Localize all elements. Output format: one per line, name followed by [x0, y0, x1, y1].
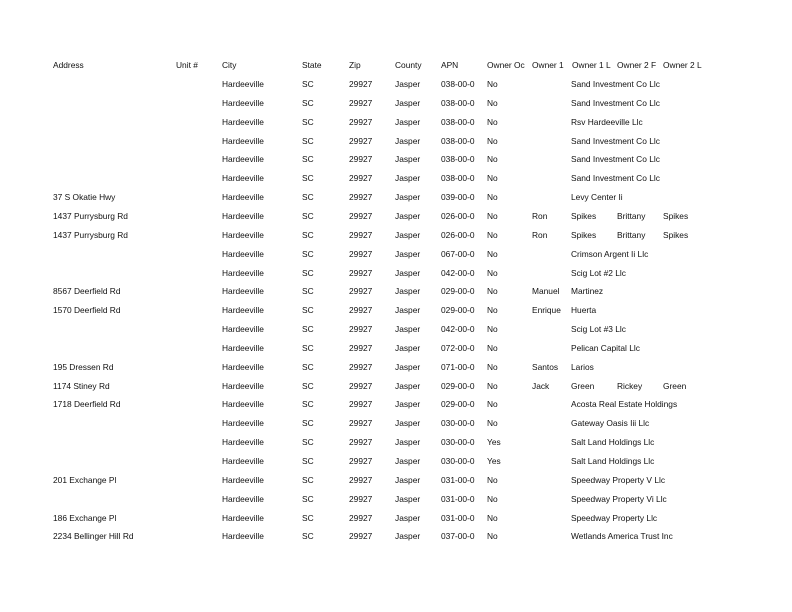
cell-owner-occupied: No: [487, 286, 498, 296]
cell-apn: 026-00-0: [441, 211, 475, 221]
cell-city: Hardeeville: [222, 531, 264, 541]
cell-address: 1718 Deerfield Rd: [53, 399, 121, 409]
cell-zip: 29927: [349, 343, 373, 353]
cell-owner-occupied: Yes: [487, 456, 501, 466]
cell-city: Hardeeville: [222, 381, 264, 391]
cell-owner-occupied: No: [487, 343, 498, 353]
cell-state: SC: [302, 437, 314, 447]
cell-owner-occupied: No: [487, 249, 498, 259]
cell-county: Jasper: [395, 192, 421, 202]
cell-zip: 29927: [349, 513, 373, 523]
cell-state: SC: [302, 173, 314, 183]
cell-zip: 29927: [349, 173, 373, 183]
cell-zip: 29927: [349, 211, 373, 221]
cell-owner-occupied: No: [487, 531, 498, 541]
cell-owner1-first: Jack: [532, 381, 550, 391]
cell-zip: 29927: [349, 456, 373, 466]
cell-owner1-last: Sand Investment Co Llc: [571, 79, 660, 89]
cell-city: Hardeeville: [222, 513, 264, 523]
cell-state: SC: [302, 343, 314, 353]
cell-county: Jasper: [395, 456, 421, 466]
cell-zip: 29927: [349, 324, 373, 334]
cell-owner2-first: Brittany: [617, 211, 646, 221]
cell-county: Jasper: [395, 173, 421, 183]
header-owner1-first: Owner 1: [532, 60, 564, 70]
cell-owner-occupied: No: [487, 211, 498, 221]
cell-owner-occupied: No: [487, 192, 498, 202]
cell-state: SC: [302, 475, 314, 485]
cell-owner2-last: Spikes: [663, 211, 689, 221]
header-zip: Zip: [349, 60, 361, 70]
cell-apn: 038-00-0: [441, 173, 475, 183]
cell-county: Jasper: [395, 79, 421, 89]
cell-city: Hardeeville: [222, 324, 264, 334]
cell-owner2-first: Brittany: [617, 230, 646, 240]
cell-owner1-first: Ron: [532, 211, 548, 221]
cell-zip: 29927: [349, 418, 373, 428]
cell-apn: 038-00-0: [441, 136, 475, 146]
cell-county: Jasper: [395, 494, 421, 504]
cell-owner1-last: Salt Land Holdings Llc: [571, 437, 655, 447]
cell-zip: 29927: [349, 154, 373, 164]
cell-address: 1174 Stiney Rd: [53, 381, 110, 391]
cell-zip: 29927: [349, 362, 373, 372]
cell-state: SC: [302, 211, 314, 221]
cell-city: Hardeeville: [222, 249, 264, 259]
cell-zip: 29927: [349, 249, 373, 259]
cell-city: Hardeeville: [222, 268, 264, 278]
cell-apn: 030-00-0: [441, 418, 475, 428]
cell-owner1-last: Sand Investment Co Llc: [571, 98, 660, 108]
cell-city: Hardeeville: [222, 343, 264, 353]
cell-apn: 031-00-0: [441, 475, 475, 485]
cell-apn: 067-00-0: [441, 249, 475, 259]
cell-state: SC: [302, 79, 314, 89]
cell-zip: 29927: [349, 230, 373, 240]
cell-zip: 29927: [349, 437, 373, 447]
cell-owner1-last: Levy Center Ii: [571, 192, 623, 202]
cell-county: Jasper: [395, 305, 421, 315]
header-address: Address: [53, 60, 84, 70]
cell-address: 186 Exchange Pl: [53, 513, 117, 523]
cell-apn: 030-00-0: [441, 437, 475, 447]
cell-zip: 29927: [349, 494, 373, 504]
cell-city: Hardeeville: [222, 173, 264, 183]
cell-owner1-first: Enrique: [532, 305, 561, 315]
cell-state: SC: [302, 305, 314, 315]
cell-owner-occupied: No: [487, 324, 498, 334]
cell-owner-occupied: No: [487, 136, 498, 146]
header-unit: Unit #: [176, 60, 198, 70]
cell-state: SC: [302, 531, 314, 541]
header-owner2-last: Owner 2 L: [663, 60, 702, 70]
cell-city: Hardeeville: [222, 305, 264, 315]
cell-state: SC: [302, 98, 314, 108]
cell-owner1-last: Green: [571, 381, 595, 391]
cell-zip: 29927: [349, 192, 373, 202]
cell-owner-occupied: No: [487, 513, 498, 523]
cell-owner1-last: Larios: [571, 362, 594, 372]
cell-apn: 042-00-0: [441, 324, 475, 334]
cell-apn: 026-00-0: [441, 230, 475, 240]
header-owner1-last: Owner 1 L: [572, 60, 611, 70]
cell-address: 201 Exchange Pl: [53, 475, 117, 485]
cell-owner1-last: Salt Land Holdings Llc: [571, 456, 655, 466]
cell-county: Jasper: [395, 324, 421, 334]
cell-apn: 042-00-0: [441, 268, 475, 278]
cell-owner-occupied: No: [487, 268, 498, 278]
cell-apn: 030-00-0: [441, 456, 475, 466]
cell-owner1-last: Sand Investment Co Llc: [571, 154, 660, 164]
cell-zip: 29927: [349, 399, 373, 409]
cell-owner-occupied: No: [487, 173, 498, 183]
cell-owner1-last: Speedway Property Vi Llc: [571, 494, 667, 504]
cell-state: SC: [302, 192, 314, 202]
cell-city: Hardeeville: [222, 117, 264, 127]
cell-county: Jasper: [395, 531, 421, 541]
cell-owner-occupied: No: [487, 418, 498, 428]
cell-county: Jasper: [395, 211, 421, 221]
cell-state: SC: [302, 399, 314, 409]
cell-owner2-last: Green: [663, 381, 687, 391]
cell-county: Jasper: [395, 437, 421, 447]
cell-owner1-last: Rsv Hardeeville Llc: [571, 117, 643, 127]
cell-zip: 29927: [349, 475, 373, 485]
cell-owner-occupied: No: [487, 117, 498, 127]
header-city: City: [222, 60, 237, 70]
cell-apn: 037-00-0: [441, 531, 475, 541]
cell-owner-occupied: No: [487, 154, 498, 164]
cell-zip: 29927: [349, 98, 373, 108]
cell-county: Jasper: [395, 136, 421, 146]
cell-address: 1570 Deerfield Rd: [53, 305, 121, 315]
cell-county: Jasper: [395, 418, 421, 428]
cell-zip: 29927: [349, 79, 373, 89]
cell-address: 37 S Okatie Hwy: [53, 192, 116, 202]
cell-city: Hardeeville: [222, 437, 264, 447]
cell-state: SC: [302, 456, 314, 466]
header-state: State: [302, 60, 322, 70]
cell-state: SC: [302, 154, 314, 164]
cell-owner-occupied: No: [487, 362, 498, 372]
cell-county: Jasper: [395, 381, 421, 391]
cell-zip: 29927: [349, 268, 373, 278]
cell-apn: 039-00-0: [441, 192, 475, 202]
cell-county: Jasper: [395, 249, 421, 259]
cell-state: SC: [302, 381, 314, 391]
cell-city: Hardeeville: [222, 362, 264, 372]
cell-state: SC: [302, 324, 314, 334]
cell-apn: 029-00-0: [441, 305, 475, 315]
cell-owner1-last: Speedway Property Llc: [571, 513, 658, 523]
cell-owner-occupied: No: [487, 230, 498, 240]
cell-apn: 038-00-0: [441, 154, 475, 164]
cell-county: Jasper: [395, 117, 421, 127]
cell-state: SC: [302, 117, 314, 127]
cell-owner-occupied: No: [487, 305, 498, 315]
cell-zip: 29927: [349, 136, 373, 146]
header-county: County: [395, 60, 422, 70]
cell-apn: 071-00-0: [441, 362, 475, 372]
cell-owner1-last: Pelican Capital Llc: [571, 343, 640, 353]
cell-owner1-last: Sand Investment Co Llc: [571, 173, 660, 183]
cell-address: 2234 Bellinger Hill Rd: [53, 531, 134, 541]
cell-owner-occupied: Yes: [487, 437, 501, 447]
cell-owner1-last: Acosta Real Estate Holdings: [571, 399, 678, 409]
cell-city: Hardeeville: [222, 456, 264, 466]
cell-city: Hardeeville: [222, 98, 264, 108]
cell-county: Jasper: [395, 268, 421, 278]
cell-owner1-last: Wetlands America Trust Inc: [571, 531, 673, 541]
cell-owner1-first: Manuel: [532, 286, 560, 296]
cell-apn: 038-00-0: [441, 117, 475, 127]
cell-county: Jasper: [395, 513, 421, 523]
cell-state: SC: [302, 136, 314, 146]
cell-county: Jasper: [395, 475, 421, 485]
cell-apn: 031-00-0: [441, 494, 475, 504]
cell-apn: 029-00-0: [441, 399, 475, 409]
cell-county: Jasper: [395, 399, 421, 409]
cell-county: Jasper: [395, 154, 421, 164]
header-owner-occupied: Owner Oc: [487, 60, 525, 70]
cell-city: Hardeeville: [222, 230, 264, 240]
cell-state: SC: [302, 494, 314, 504]
cell-county: Jasper: [395, 362, 421, 372]
cell-county: Jasper: [395, 286, 421, 296]
cell-apn: 038-00-0: [441, 79, 475, 89]
cell-address: 1437 Purrysburg Rd: [53, 211, 128, 221]
cell-city: Hardeeville: [222, 154, 264, 164]
cell-city: Hardeeville: [222, 192, 264, 202]
cell-owner2-last: Spikes: [663, 230, 689, 240]
cell-state: SC: [302, 230, 314, 240]
header-owner2-first: Owner 2 F: [617, 60, 657, 70]
cell-owner-occupied: No: [487, 381, 498, 391]
cell-city: Hardeeville: [222, 475, 264, 485]
cell-owner1-last: Spikes: [571, 230, 597, 240]
cell-owner1-last: Scig Lot #3 Llc: [571, 324, 626, 334]
cell-zip: 29927: [349, 305, 373, 315]
cell-address: 195 Dressen Rd: [53, 362, 114, 372]
cell-apn: 072-00-0: [441, 343, 475, 353]
cell-owner1-last: Crimson Argent Ii Llc: [571, 249, 649, 259]
cell-city: Hardeeville: [222, 211, 264, 221]
cell-state: SC: [302, 362, 314, 372]
cell-city: Hardeeville: [222, 399, 264, 409]
cell-city: Hardeeville: [222, 286, 264, 296]
cell-owner1-last: Huerta: [571, 305, 597, 315]
cell-owner2-first: Rickey: [617, 381, 643, 391]
cell-owner1-last: Martinez: [571, 286, 604, 296]
cell-city: Hardeeville: [222, 136, 264, 146]
cell-state: SC: [302, 418, 314, 428]
cell-state: SC: [302, 513, 314, 523]
cell-owner-occupied: No: [487, 475, 498, 485]
cell-owner1-first: Ron: [532, 230, 548, 240]
cell-owner1-last: Scig Lot #2 Llc: [571, 268, 626, 278]
cell-apn: 038-00-0: [441, 98, 475, 108]
cell-owner1-last: Gateway Oasis Iii Llc: [571, 418, 650, 428]
cell-owner1-last: Spikes: [571, 211, 597, 221]
cell-county: Jasper: [395, 230, 421, 240]
cell-apn: 031-00-0: [441, 513, 475, 523]
cell-address: 8567 Deerfield Rd: [53, 286, 121, 296]
cell-apn: 029-00-0: [441, 381, 475, 391]
cell-city: Hardeeville: [222, 418, 264, 428]
cell-city: Hardeeville: [222, 79, 264, 89]
cell-owner-occupied: No: [487, 494, 498, 504]
cell-zip: 29927: [349, 117, 373, 127]
cell-owner-occupied: No: [487, 98, 498, 108]
cell-state: SC: [302, 286, 314, 296]
cell-zip: 29927: [349, 381, 373, 391]
cell-county: Jasper: [395, 343, 421, 353]
header-apn: APN: [441, 60, 459, 70]
cell-zip: 29927: [349, 531, 373, 541]
cell-owner-occupied: No: [487, 399, 498, 409]
cell-owner1-last: Speedway Property V Llc: [571, 475, 666, 485]
cell-address: 1437 Purrysburg Rd: [53, 230, 128, 240]
cell-state: SC: [302, 249, 314, 259]
cell-county: Jasper: [395, 98, 421, 108]
cell-apn: 029-00-0: [441, 286, 475, 296]
cell-owner1-last: Sand Investment Co Llc: [571, 136, 660, 146]
cell-zip: 29927: [349, 286, 373, 296]
cell-owner1-first: Santos: [532, 362, 559, 372]
cell-owner-occupied: No: [487, 79, 498, 89]
cell-city: Hardeeville: [222, 494, 264, 504]
cell-state: SC: [302, 268, 314, 278]
